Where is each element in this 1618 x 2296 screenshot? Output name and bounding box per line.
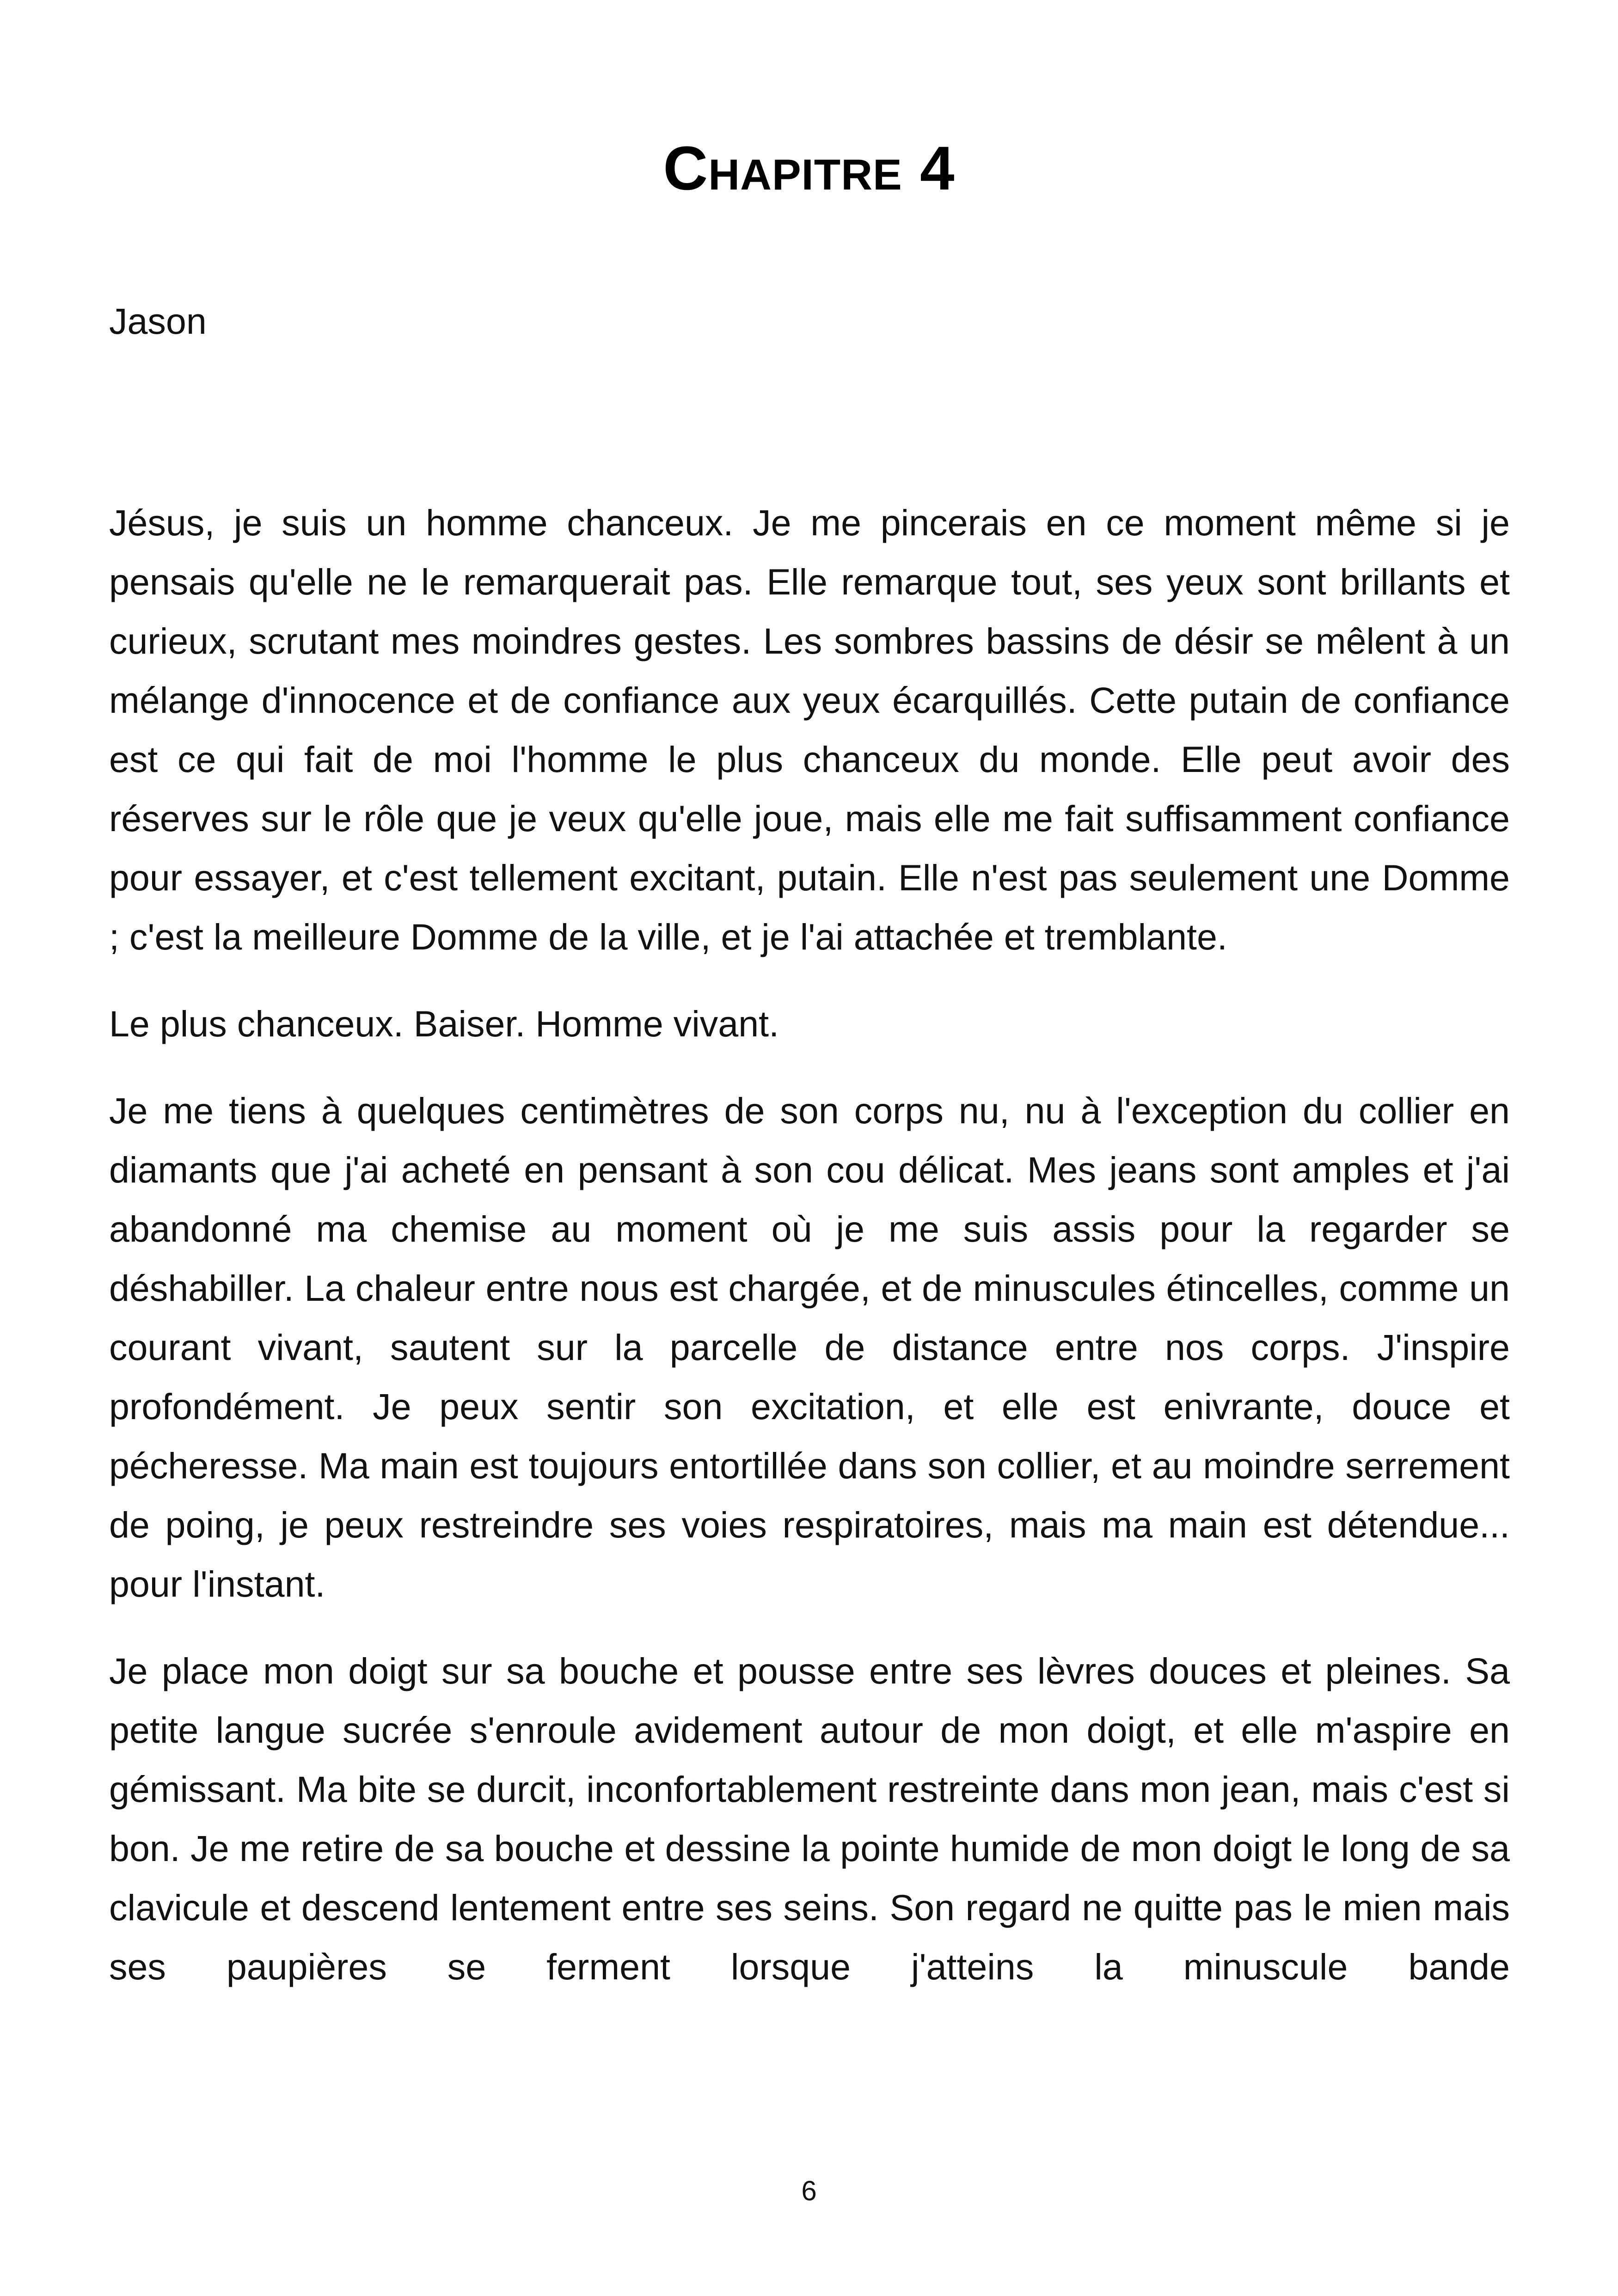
chapter-title-text: Chapitre 4	[663, 134, 955, 203]
page-number: 6	[801, 2175, 817, 2206]
paragraph-3: Je me tiens à quelques centimètres de son corps nu, nu à l'exception du collier en diamants que j'ai acheté en pensant à son cou délicat. Mes jeans sont amples et j'ai abandonné ma chemise au moment où je me suis assis pour la regarder se déshabiller. La chaleur entre nous est chargée, et de minuscules étincelles, comme un courant vivant, sautent sur la parcelle de distance entre nos corps. J'inspire profondément. Je peux sentir son excitation, et elle est enivrante, douce et pécheresse. Ma main est toujours entortillée dans son collier, et au moindre serrement de poing, je peux restreindre ses voies respiratoires, mais ma main est détendue... pour l'instant.	[109, 1090, 1510, 1604]
paragraph-1: Jésus, je suis un homme chanceux. Je me pincerais en ce moment même si je pensais qu'elle ne le remarquerait pas. Elle remarque tout, ses yeux sont brillants et curieux, scrutant mes moindres gestes. Les sombres bassins de désir se mêlent à un mélange d'innocence et de confiance aux yeux écarquillés. Cette putain de confiance est ce qui fait de moi l'homme le plus chanceux du monde. Elle peut avoir des réserves sur le rôle que je veux qu'elle joue, mais elle me fait suffisamment confiance pour essayer, et c'est tellement excitant, putain. Elle n'est pas seulement une Domme ; c'est la meilleure Domme de la ville, et je l'ai attachée et tremblante.	[109, 502, 1510, 957]
paragraph-2: Le plus chanceux. Baiser. Homme vivant.	[109, 1003, 779, 1044]
paragraph-4: Je place mon doigt sur sa bouche et pousse entre ses lèvres douces et pleines. Sa petite langue sucrée s'enroule avidement autour de mon doigt, et elle m'aspire en gémissant. Ma bite se durcit, inconfortablement restreinte dans mon jean, mais c'est si bon. Je me retire de sa bouche et dessine la pointe humide de mon doigt le long de sa clavicule et descend lentement entre ses seins. Son regard ne quitte pas le mien mais ses paupières se ferment lorsque j'atteins la minuscule bande	[109, 1650, 1510, 1987]
chapter-body	[109, 493, 1510, 1996]
chapter-title	[0, 132, 1618, 206]
pov-character-name: Jason	[109, 300, 207, 342]
